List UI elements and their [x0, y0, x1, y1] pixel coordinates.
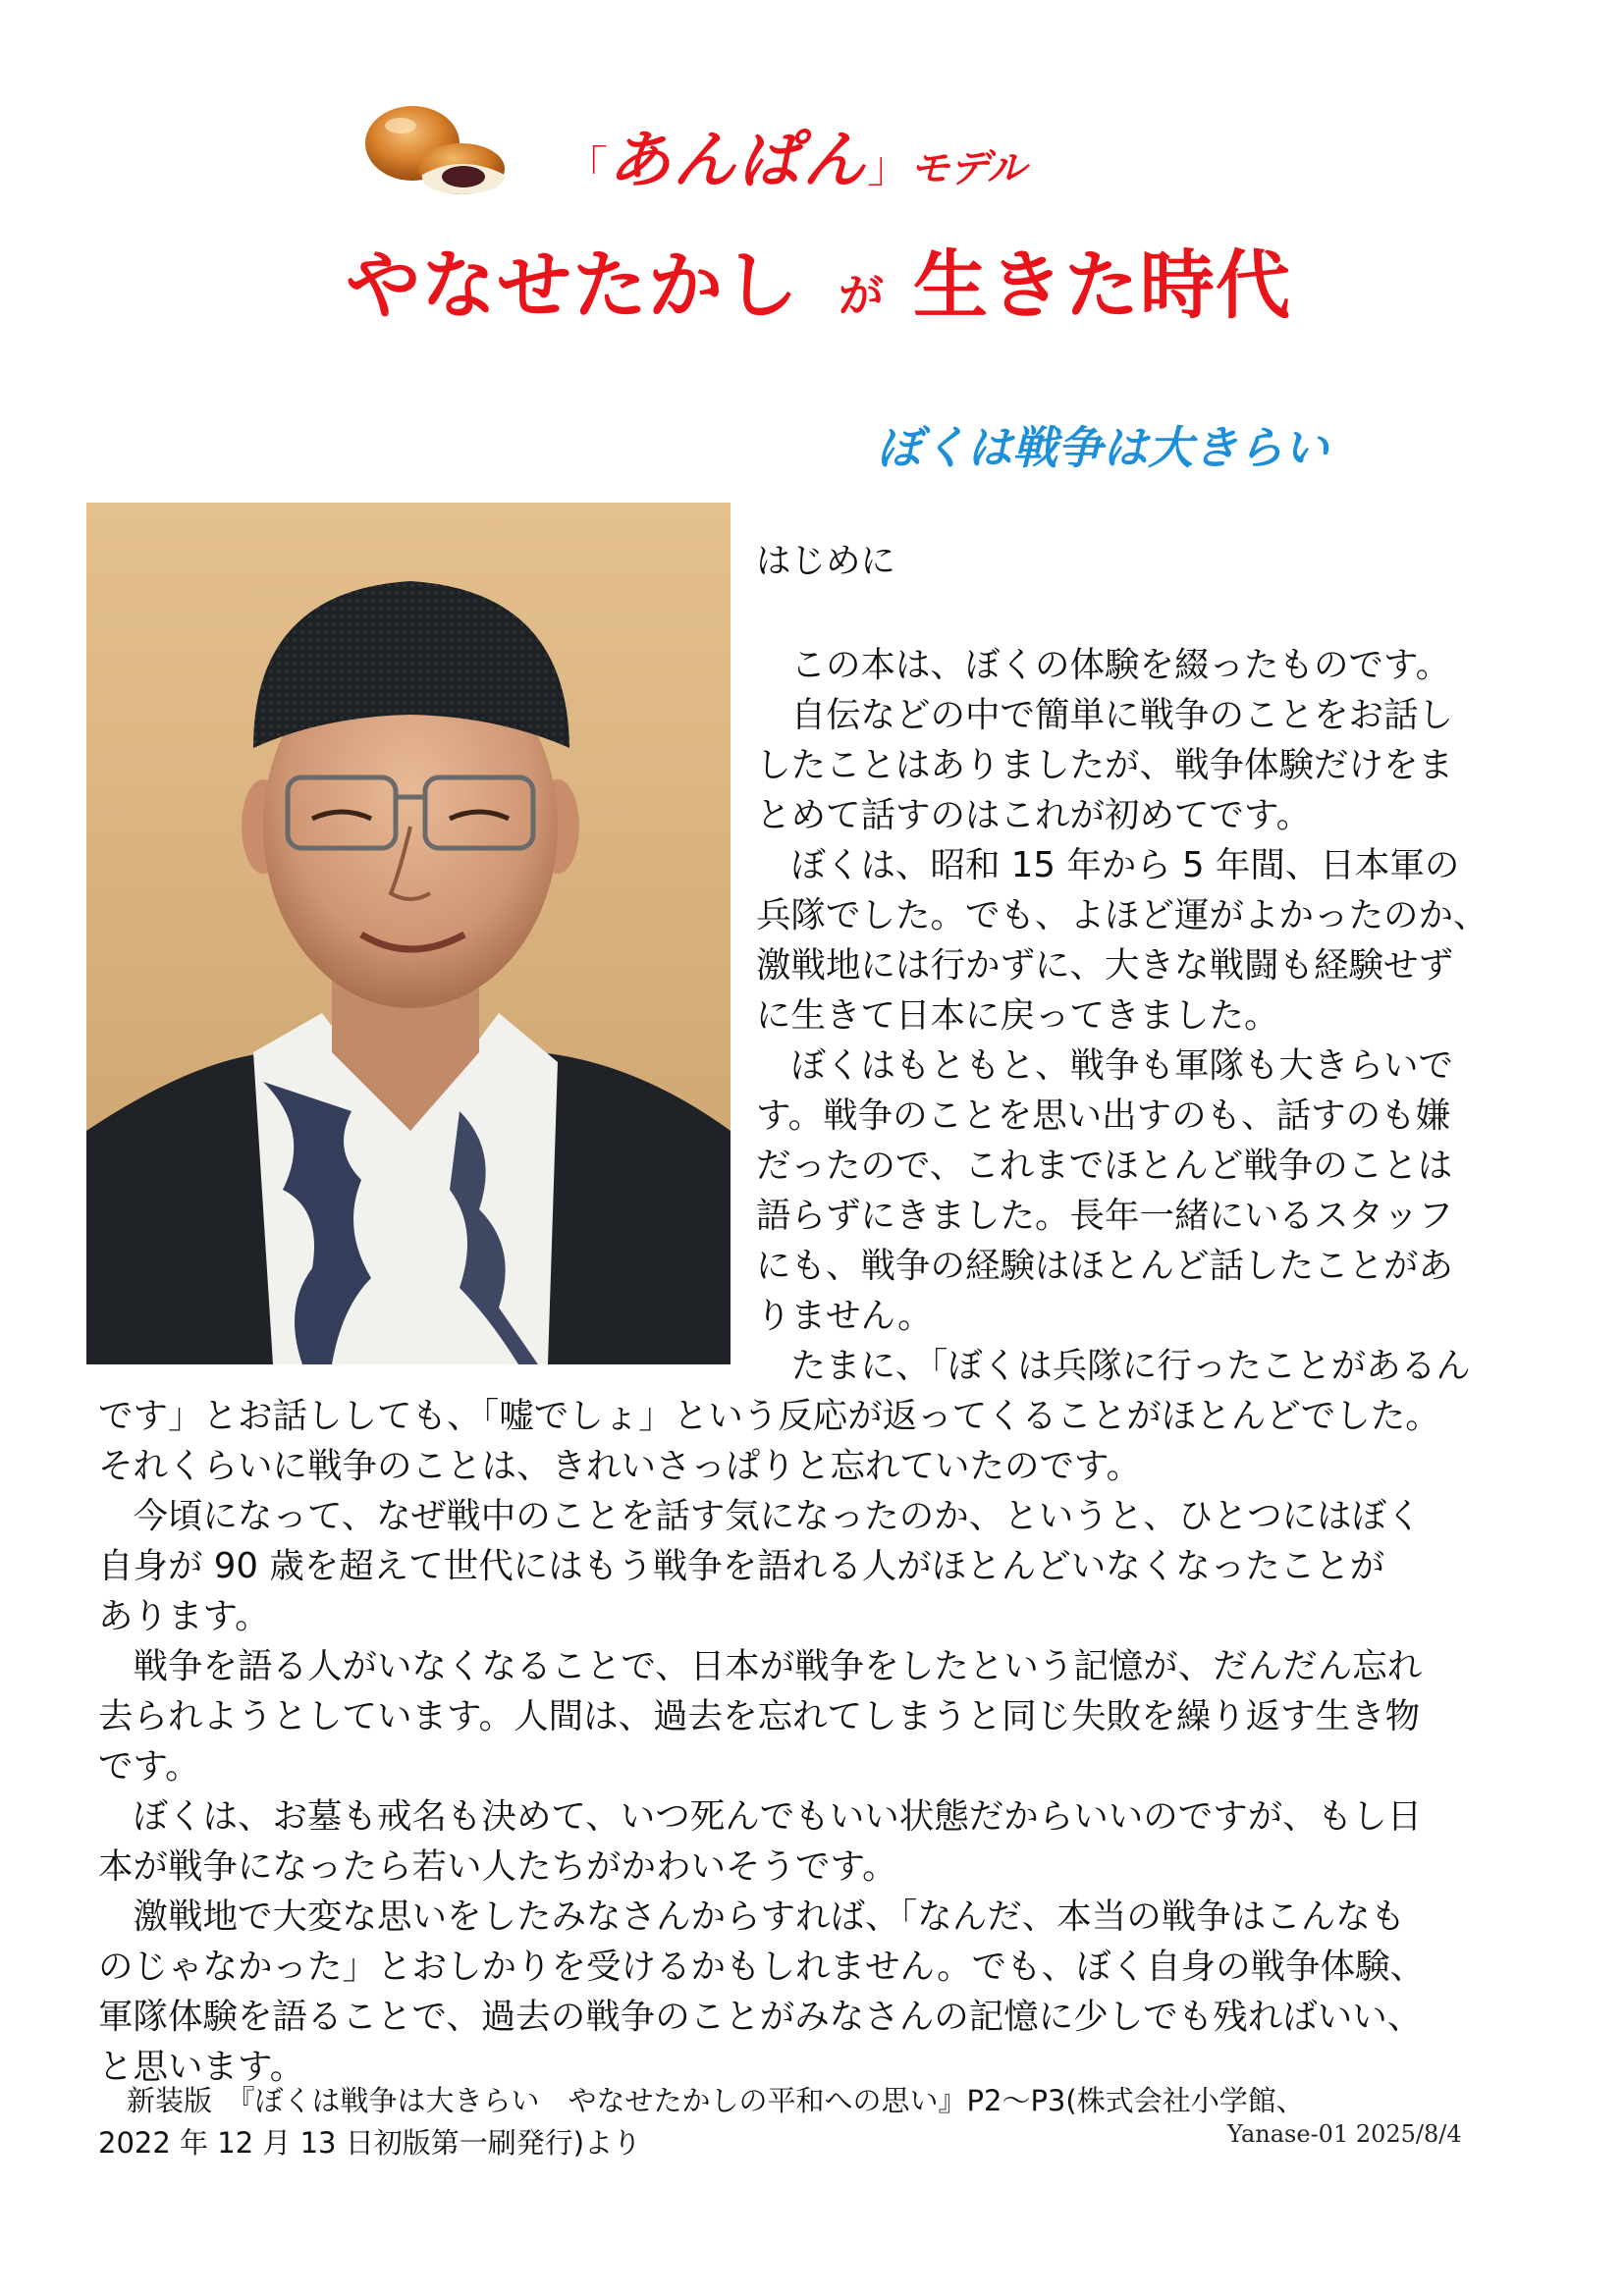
quote-open: 「: [565, 142, 608, 192]
body-line: です」とお話ししても、「嘘でしょ」という反応が返ってくることがほとんどでした。: [98, 1396, 1440, 1436]
main-title-particle: が: [839, 269, 884, 322]
body-line: 兵隊でした。でも、よほど運がよかったのか、: [756, 895, 1489, 935]
doc-id-date: Yanase-01 2025/8/4: [1227, 2120, 1462, 2148]
source-citation-line: 2022 年 12 月 13 日初版第一刷発行)より: [98, 2126, 642, 2160]
body-line: 今頃になって、なぜ戦中のことを話す気になったのか、というと、ひとつにはぼく: [98, 1496, 1422, 1536]
model-label: モデル: [910, 146, 1026, 191]
anpan-title: あんぱん: [608, 125, 867, 197]
body-line: にも、戦争の経験はほとんど話したことがあ: [756, 1246, 1454, 1286]
body-line: ぼくは、お墓も戒名も決めて、いつ死んでもいい状態だからいいのですが、もし日: [98, 1796, 1423, 1837]
body-line: 語らずにきました。長年一緒にいるスタッフ: [756, 1196, 1454, 1236]
body-line: 去られようとしています。人間は、過去を忘れてしまうと同じ失敗を繰り返す生き物: [98, 1696, 1421, 1736]
header-model-label: [565, 110, 1026, 198]
body-line: 激戦地で大変な思いをしたみなさんからすれば、「なんだ、本当の戦争はこんなも: [98, 1896, 1406, 1937]
body-line: す。戦争のことを思い出すのも、話すのも嫌: [756, 1095, 1451, 1136]
body-line: とめて話すのはこれが初めてです。: [756, 795, 1312, 835]
body-line: したことはありましたが、戦争体験だけをま: [756, 745, 1454, 785]
body-line: あります。: [98, 1596, 270, 1636]
body-line: ぼくはもともと、戦争も軍隊も大きらいで: [756, 1045, 1454, 1086]
main-title-name: やなせたかし: [346, 241, 799, 329]
subtitle: ぼくは戦争は大きらい: [877, 421, 1328, 474]
main-title: [346, 226, 1291, 333]
body-line: 軍隊体験を語ることで、過去の戦争のことがみなさんの記憶に少しでも残ればいい、: [98, 1997, 1423, 2037]
body-line: です。: [98, 1746, 200, 1787]
body-line: 自身が 90 歳を超えて世代にはもう戦争を語れる人がほとんどいなくなったことが: [98, 1546, 1385, 1586]
body-line: それくらいに戦争のことは、きれいさっぱりと忘れていたのです。: [98, 1446, 1142, 1486]
body-line: 本が戦争になったら若い人たちがかわいそうです。: [98, 1846, 897, 1887]
source-citation-line: 新装版 『ぼくは戦争は大きらい やなせたかしの平和への思い』P2～P3(株式会社小学館、: [98, 2084, 1305, 2117]
body-line: に生きて日本に戻ってきました。: [756, 995, 1279, 1036]
body-line: のじゃなかった」とおしかりを受けるかもしれません。でも、ぼく自身の戦争体験、: [98, 1947, 1426, 1987]
body-line: りません。: [756, 1296, 933, 1336]
main-title-rest: 生きた時代: [913, 241, 1291, 329]
quote-close: 」: [867, 142, 910, 192]
body-line: たまに、「ぼくは兵隊に行ったことがあるん: [756, 1346, 1471, 1386]
body-line: 激戦地には行かずに、大きな戦闘も経験せず: [756, 945, 1454, 986]
body-line: 自伝などの中で簡単に戦争のことをお話し: [756, 695, 1454, 735]
intro-heading: はじめに: [756, 541, 896, 581]
body-line: この本は、ぼくの体験を綴ったものです。: [756, 645, 1451, 685]
body-line: 戦争を語る人がいなくなることで、日本が戦争をしたという記憶が、だんだん忘れ: [98, 1646, 1423, 1686]
anpan-bun-image: [361, 98, 507, 196]
body-line: だったので、これまでほとんど戦争のことは: [756, 1146, 1453, 1186]
body-line: と思います。: [98, 2047, 305, 2087]
body-line: ぼくは、昭和 15 年から 5 年間、日本軍の: [756, 845, 1460, 885]
portrait-photo: [86, 503, 731, 1364]
